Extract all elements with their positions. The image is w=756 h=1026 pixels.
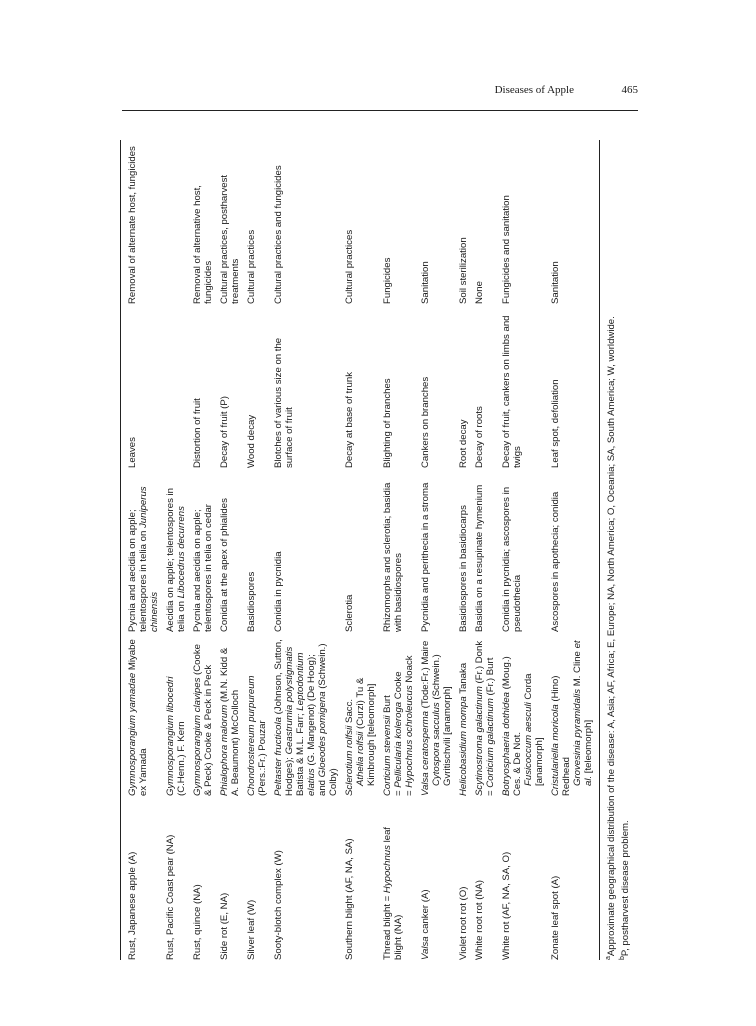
pathogen-line: Gymnosporangium clavipes (Cooke & Peck) Cooke & Peck in Peck bbox=[192, 644, 214, 796]
structures-cell: Sclerotia bbox=[344, 594, 355, 632]
disease-cell: Thread blight = Hypochnus leaf blight (NA) bbox=[382, 826, 404, 960]
table-row bbox=[458, 140, 474, 960]
pathogen-cell bbox=[246, 632, 273, 796]
symptoms-cell: Cankers on branches bbox=[420, 376, 431, 468]
pathogen-cell bbox=[550, 632, 599, 796]
structures-cell: Ascospores in apothecia; conidia bbox=[550, 491, 561, 632]
control-cell: Cultural practices bbox=[344, 229, 355, 304]
disease-cell: Violet root rot (O) bbox=[458, 886, 469, 960]
pathogen-line: = Pellicularia koleroga Cooke bbox=[393, 671, 404, 796]
table-body bbox=[127, 140, 599, 960]
symptoms-cell: Decay of fruit, cankers on limbs and twigs bbox=[501, 315, 523, 468]
structures-cell: Conidia in pycnidia; ascospores in pseudothecia bbox=[501, 486, 523, 632]
control-cell: Cultural practices and fungicides bbox=[273, 165, 284, 304]
pathogen-line: Valsa ceratosperma (Tode:Fr.) Maire bbox=[420, 640, 431, 796]
table-row bbox=[344, 140, 382, 960]
table-row bbox=[550, 140, 599, 960]
pathogen-line: Athelia rolfsii (Curzi) Tu & Kimbrough [teleomorph] bbox=[355, 677, 377, 786]
pathogen-cell bbox=[165, 632, 192, 796]
table-row bbox=[382, 140, 420, 960]
symptoms-cell: Decay at base of trunk bbox=[344, 372, 355, 468]
structures-cell: Basidiospores bbox=[246, 571, 257, 632]
disease-cell: Valsa canker (A) bbox=[420, 889, 431, 960]
pathogen-cell bbox=[127, 632, 165, 796]
rotated-table-wrapper bbox=[120, 140, 640, 960]
table-row bbox=[192, 140, 219, 960]
control-cell: Removal of alternate host, fungicides bbox=[127, 146, 138, 304]
footnote-a bbox=[603, 140, 617, 960]
control-cell: Sanitation bbox=[420, 261, 431, 304]
control-cell bbox=[165, 140, 192, 304]
structures-cell: Rhizomorphs and sclerotia; basidia with basidiospores bbox=[382, 482, 404, 632]
pathogen-line: Cytospora sacculus (Schwein.) Gvritischvili [anamorph] bbox=[431, 654, 453, 786]
pathogen-line: Fusicoccum aesculi Corda [anamorph] bbox=[523, 673, 545, 786]
footnote-b-marker: b bbox=[619, 956, 627, 960]
pathogen-cell bbox=[474, 632, 501, 796]
pathogen-line: Corticium stevensii Burt bbox=[382, 695, 393, 796]
table-row bbox=[273, 140, 344, 960]
page-number: 465 bbox=[621, 84, 638, 96]
symptoms-cell: Decay of fruit (P) bbox=[219, 396, 230, 468]
pathogen-line: Scytinostroma galactinum (Fr.) Donk bbox=[474, 640, 485, 796]
structures-cell: Aecidia on apple; telentospores in telia on Libocedrus decurrens bbox=[165, 487, 187, 632]
control-cell: Cultural practices, postharvest treatments bbox=[219, 174, 241, 304]
pathogen-cell bbox=[501, 632, 550, 796]
footnote-a-marker: a bbox=[605, 956, 612, 960]
table-row bbox=[420, 140, 458, 960]
structures-cell: Conidia at the apex of phialides bbox=[219, 498, 230, 632]
disease-cell: Rust, Japanese apple (A) bbox=[127, 851, 138, 960]
structures-cell: Pycnia and aecidia on apple; telentospores in telia on cedar bbox=[192, 504, 214, 632]
pathogen-cell bbox=[192, 632, 219, 796]
control-cell: Fungicides bbox=[382, 257, 393, 304]
symptoms-cell: Leaf spot, defoliation bbox=[550, 379, 561, 468]
disease-cell: Zonate leaf spot (A) bbox=[550, 875, 561, 960]
control-cell: Sanitation bbox=[550, 261, 561, 304]
control-cell: Removal of alternative host, fungicides bbox=[192, 185, 214, 304]
footnote-a-text: Approximate geographical distribution of the disease: A, Asia; AF, Africa; E, Europe; NA, North America; O, Oceania; SA, South America; W, worldwide. bbox=[606, 316, 618, 957]
table-row bbox=[246, 140, 273, 960]
pathogen-line: Sclerotium rolfsii Sacc. bbox=[344, 698, 355, 796]
disease-cell: Sooty-blotch complex (W) bbox=[273, 850, 284, 960]
footnotes bbox=[599, 140, 631, 960]
footnote-b-text: P, postharvest disease problem. bbox=[620, 820, 632, 957]
pathogen-line: Grovesinia pyramidalis M. Cline et al. [teleomorph] bbox=[572, 640, 594, 786]
disease-cell: White rot (AF, NA, SA, O) bbox=[501, 851, 512, 960]
symptoms-cell: Root decay bbox=[458, 419, 469, 468]
table-row bbox=[474, 140, 501, 960]
control-cell: None bbox=[474, 281, 485, 304]
pathogen-line: Helicobasidium mompa Tanaka bbox=[458, 662, 469, 796]
table-row bbox=[501, 140, 550, 960]
symptoms-cell bbox=[165, 304, 192, 468]
symptoms-cell: Decay of roots bbox=[474, 406, 485, 468]
control-cell: Fungicides and sanitation bbox=[501, 195, 512, 304]
pathogen-cell bbox=[273, 632, 344, 796]
header-title: Diseases of Apple bbox=[494, 84, 574, 96]
pathogen-line: Cristulariella moricola (Hino) Redhead bbox=[550, 675, 572, 796]
table-row bbox=[127, 140, 165, 960]
pathogen-cell bbox=[458, 632, 474, 796]
symptoms-cell: Wood decay bbox=[246, 414, 257, 468]
disease-cell: Silver leaf (W) bbox=[246, 899, 257, 960]
pathogen-line: Peltaster fructicola (Johnson, Sutton, Hodges); Geastrumia polystigmatis Batista & M.L. Farr; Leptodontium elatius (G. Mangenot) (De Hoog); and Gloeodes pomigena (Schwein.) Colby) bbox=[273, 639, 339, 796]
pathogen-line: = Corticium galactinum (Fr.) Burt bbox=[485, 657, 496, 796]
structures-cell: Basidiospores in basidiocarps bbox=[458, 505, 469, 632]
structures-cell: Pycnia and aecidia on apple; telentospores in telia on Juniperus chinensis bbox=[127, 486, 160, 632]
pathogen-line: Gymnosporangium yamadae Miyabe ex Yamada bbox=[127, 639, 149, 796]
table-row bbox=[165, 140, 192, 960]
disease-table bbox=[120, 140, 599, 960]
symptoms-cell: Distortion of fruit bbox=[192, 398, 203, 468]
structures-cell: Conidia in pycnidia bbox=[273, 551, 284, 632]
pathogen-line: = Hypochnus ochroleucus Noack bbox=[404, 655, 415, 796]
disease-cell: Side rot (E, NA) bbox=[219, 892, 230, 960]
disease-cell: Rust, quince (NA) bbox=[192, 884, 203, 960]
structures-cell: Basidia on a resupinate hymenium bbox=[474, 484, 485, 632]
pathogen-line: Gymnosporangium libocedri (C.Henn.) F. Kern bbox=[165, 676, 187, 796]
pathogen-cell bbox=[420, 632, 458, 796]
symptoms-cell: Leaves bbox=[127, 437, 138, 468]
page-header bbox=[122, 80, 638, 111]
structures-cell: Pycnidia and perithecia in a stroma bbox=[420, 482, 431, 632]
pathogen-line: Chondrostereum purpureum (Pers.:Fr.) Pouzar bbox=[246, 675, 268, 796]
control-cell: Cultural practices bbox=[246, 229, 257, 304]
pathogen-cell bbox=[382, 632, 420, 796]
pathogen-cell bbox=[219, 632, 246, 796]
symptoms-cell: Blighting of branches bbox=[382, 378, 393, 468]
disease-cell: Southern blight (AF, NA, SA) bbox=[344, 838, 355, 960]
pathogen-cell bbox=[344, 632, 382, 796]
pathogen-line: Botryosphaeria dothidea (Moug.) Ces. & De Not. bbox=[501, 656, 523, 796]
symptoms-cell: Blotches of various size on the surface of fruit bbox=[273, 337, 295, 468]
disease-cell: Rust, Pacific Coast pear (NA) bbox=[165, 834, 176, 960]
control-cell: Soil sterilization bbox=[458, 237, 469, 304]
disease-cell: White root rot (NA) bbox=[474, 880, 485, 960]
footnote-b bbox=[617, 140, 631, 960]
pathogen-line: Phialophora malorum (M.N. Kidd & A. Beaumont) McColloch bbox=[219, 647, 241, 796]
table-row bbox=[219, 140, 246, 960]
